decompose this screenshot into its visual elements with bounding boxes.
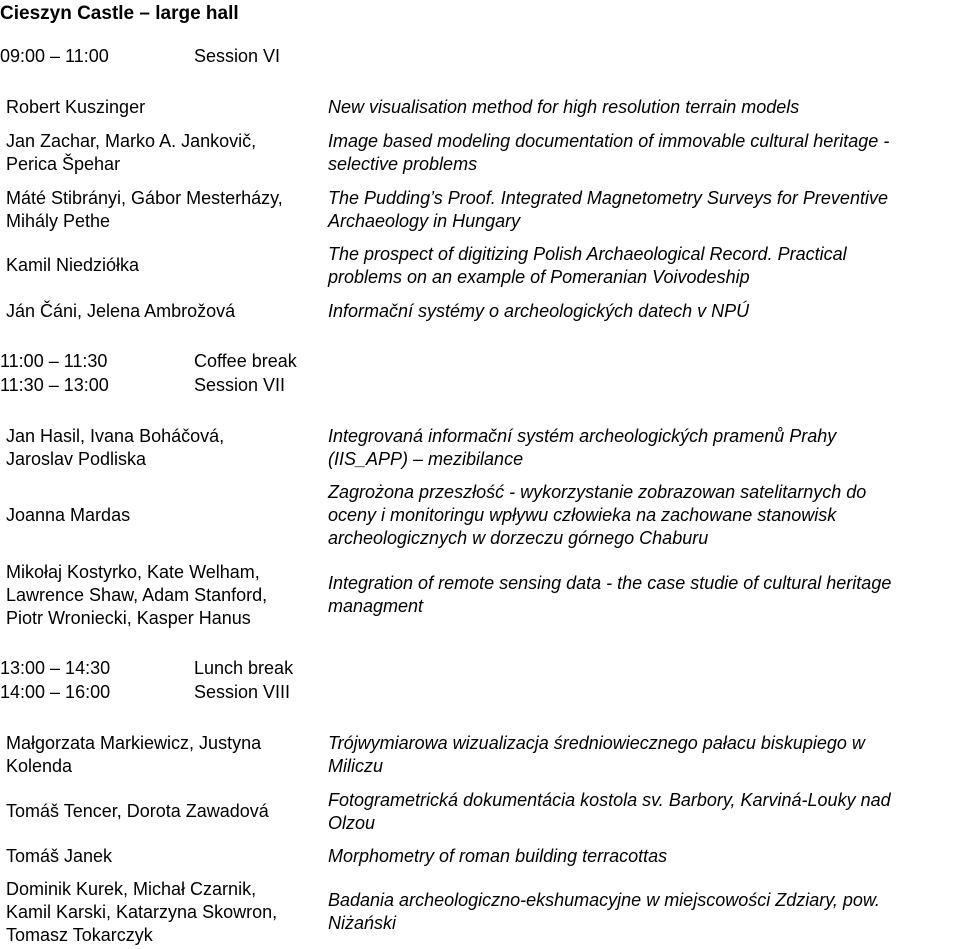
talk-authors: Joanna Mardas [6, 505, 131, 525]
talk-authors: Jan Zachar, Marko A. Jankovič, Perica Špehar [6, 131, 257, 174]
talk-title: The Pudding’s Proof. Integrated Magnetometry Surveys for Preventive Archaeology in Hungary [328, 188, 888, 231]
slot-time: 11:00 – 11:30 [0, 351, 108, 371]
slot-time: 11:30 – 13:00 [0, 375, 109, 395]
slot-label: Coffee break [194, 351, 297, 371]
talk-title: Trójwymiarowa wizualizacja średniowiecznego pałacu biskupiego w Miliczu [328, 733, 865, 776]
talk-title: Fotogrametrická dokumentácia kostola sv. Barbory, Karviná-Louky nad Olzou [328, 790, 891, 833]
talk-title: Integrovaná informační systém archeologických pramenů Prahy (IIS_APP) – mezibilance [328, 426, 837, 469]
talk-authors: Dominik Kurek, Michał Czarnik, Kamil Karski, Katarzyna Skowron, Tomasz Tokarczyk [6, 879, 278, 945]
talk-authors: Máté Stibrányi, Gábor Mesterházy, Mihály Pethe [6, 188, 283, 231]
talk-authors: Ján Čáni, Jelena Ambrožová [6, 301, 236, 321]
talk-authors: Tomáš Tencer, Dorota Zawadová [6, 801, 269, 821]
talk-authors: Robert Kuszinger [6, 97, 146, 117]
talk-authors: Jan Hasil, Ivana Boháčová, Jaroslav Podliska [6, 426, 225, 469]
talk-authors: Tomáš Janek [6, 846, 113, 866]
talk-title: Morphometry of roman building terracottas [328, 846, 668, 866]
slot-label: Session VI [194, 46, 281, 66]
slot-time: 13:00 – 14:30 [0, 658, 111, 678]
talk-authors: Mikołaj Kostyrko, Kate Welham, Lawrence Shaw, Adam Stanford, Piotr Wroniecki, Kasper Hanus [6, 562, 268, 628]
talk-title: Badania archeologiczno-ekshumacyjne w miejscowości Zdziary, pow. Niżański [328, 890, 880, 933]
talk-title: New visualisation method for high resolution terrain models [328, 97, 800, 117]
page-title: Cieszyn Castle – large hall [0, 3, 239, 24]
talk-title: Informační systémy o archeologických datech v NPÚ [328, 301, 750, 321]
talk-title: Integration of remote sensing data - the case studie of cultural heritage managment [328, 573, 892, 616]
talk-title: Zagrożona przeszłość - wykorzystanie zobrazowan satelitarnych do oceny i monitoringu wpływu człowieka na zachowane stanowisk archeologicznych w dorzeczu górnego Chaburu [328, 482, 867, 548]
slot-label: Session VIII [194, 682, 291, 702]
slot-label: Session VII [194, 375, 286, 395]
slot-time: 14:00 – 16:00 [0, 682, 111, 702]
talk-authors: Kamil Niedziółka [6, 255, 140, 275]
slot-label: Lunch break [194, 658, 294, 678]
slot-time: 09:00 – 11:00 [0, 46, 109, 66]
talk-title: Image based modeling documentation of immovable cultural heritage - selective problems [328, 131, 890, 174]
talk-title: The prospect of digitizing Polish Archaeological Record. Practical problems on an example of Pomeranian Voivodeship [328, 244, 847, 287]
talk-authors: Małgorzata Markiewicz, Justyna Kolenda [6, 733, 262, 776]
